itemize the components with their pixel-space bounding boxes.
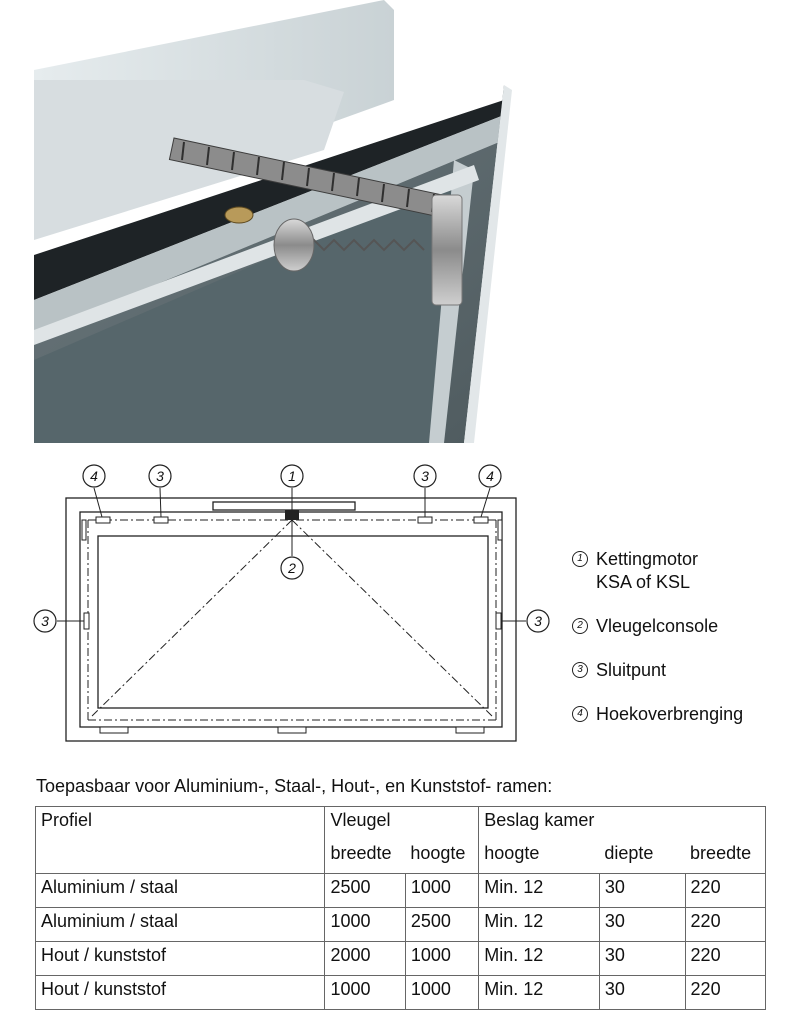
table-cell: Hout / kunststof xyxy=(36,976,325,1010)
table-row xyxy=(36,874,766,908)
callout-3-right: 3 xyxy=(534,613,542,629)
table-cell: 1000 xyxy=(325,976,405,1010)
table-row xyxy=(36,942,766,976)
header-profiel: Profiel xyxy=(36,807,325,841)
header-blank xyxy=(405,807,478,841)
callout-4-right: 4 xyxy=(486,468,494,484)
table-cell: 220 xyxy=(685,874,765,908)
legend-text: Sluitpunt xyxy=(596,660,667,680)
legend-item-2 xyxy=(572,615,787,638)
legend-number: 3 xyxy=(572,662,588,678)
callout-3-top-right: 3 xyxy=(421,468,429,484)
table-cell: Aluminium / staal xyxy=(36,874,325,908)
callout-3-top-left: 3 xyxy=(156,468,164,484)
legend xyxy=(572,548,787,747)
legend-text: Hoekoverbrenging xyxy=(596,704,744,724)
table-cell: 1000 xyxy=(405,976,478,1010)
table-cell: 30 xyxy=(599,942,685,976)
legend-number: 2 xyxy=(572,618,588,634)
table-header-row-1 xyxy=(36,807,766,841)
table-cell: 30 xyxy=(599,908,685,942)
product-photo xyxy=(34,0,574,443)
table-header-row-2 xyxy=(36,840,766,874)
callout-3-left: 3 xyxy=(41,613,49,629)
table-cell: Min. 12 xyxy=(479,976,600,1010)
table-cell: 1000 xyxy=(405,874,478,908)
table-cell: 220 xyxy=(685,942,765,976)
table-cell: 30 xyxy=(599,874,685,908)
table-row xyxy=(36,908,766,942)
table-cell: 2500 xyxy=(325,874,405,908)
legend-number: 1 xyxy=(572,551,588,567)
table-cell: Aluminium / staal xyxy=(36,908,325,942)
header-vleugel: Vleugel xyxy=(325,807,405,841)
header-blank xyxy=(685,807,765,841)
spec-table xyxy=(35,806,766,1010)
table-row xyxy=(36,976,766,1010)
window-drawing xyxy=(30,458,560,758)
legend-item-3 xyxy=(572,659,787,682)
table-cell: Hout / kunststof xyxy=(36,942,325,976)
callout-4-left: 4 xyxy=(90,468,98,484)
header-hoogte: hoogte xyxy=(405,840,478,874)
legend-text: Vleugelconsole xyxy=(596,616,719,636)
header-blank xyxy=(599,807,685,841)
legend-text: Kettingmotor xyxy=(596,549,699,569)
intro-text: Toepasbaar voor Aluminium-, Staal-, Hout-, en Kunststof- ramen: xyxy=(36,776,553,796)
header-beslag-breedte: breedte xyxy=(685,840,765,874)
table-cell: 2000 xyxy=(325,942,405,976)
callout-1: 1 xyxy=(288,468,296,484)
header-blank xyxy=(36,840,325,874)
table-cell: Min. 12 xyxy=(479,874,600,908)
table-cell: 220 xyxy=(685,908,765,942)
table-cell: 2500 xyxy=(405,908,478,942)
table-cell: 1000 xyxy=(405,942,478,976)
header-beslag: Beslag kamer xyxy=(479,807,600,841)
header-diepte: diepte xyxy=(599,840,685,874)
legend-item-1 xyxy=(572,548,787,594)
legend-item-4 xyxy=(572,703,787,726)
table-cell: Min. 12 xyxy=(479,942,600,976)
header-breedte: breedte xyxy=(325,840,405,874)
table-cell: Min. 12 xyxy=(479,908,600,942)
table-cell: 30 xyxy=(599,976,685,1010)
legend-text: KSA of KSL xyxy=(596,572,691,592)
callout-2: 2 xyxy=(288,560,296,576)
header-beslag-hoogte: hoogte xyxy=(479,840,600,874)
legend-number: 4 xyxy=(572,706,588,722)
table-cell: 1000 xyxy=(325,908,405,942)
table-cell: 220 xyxy=(685,976,765,1010)
